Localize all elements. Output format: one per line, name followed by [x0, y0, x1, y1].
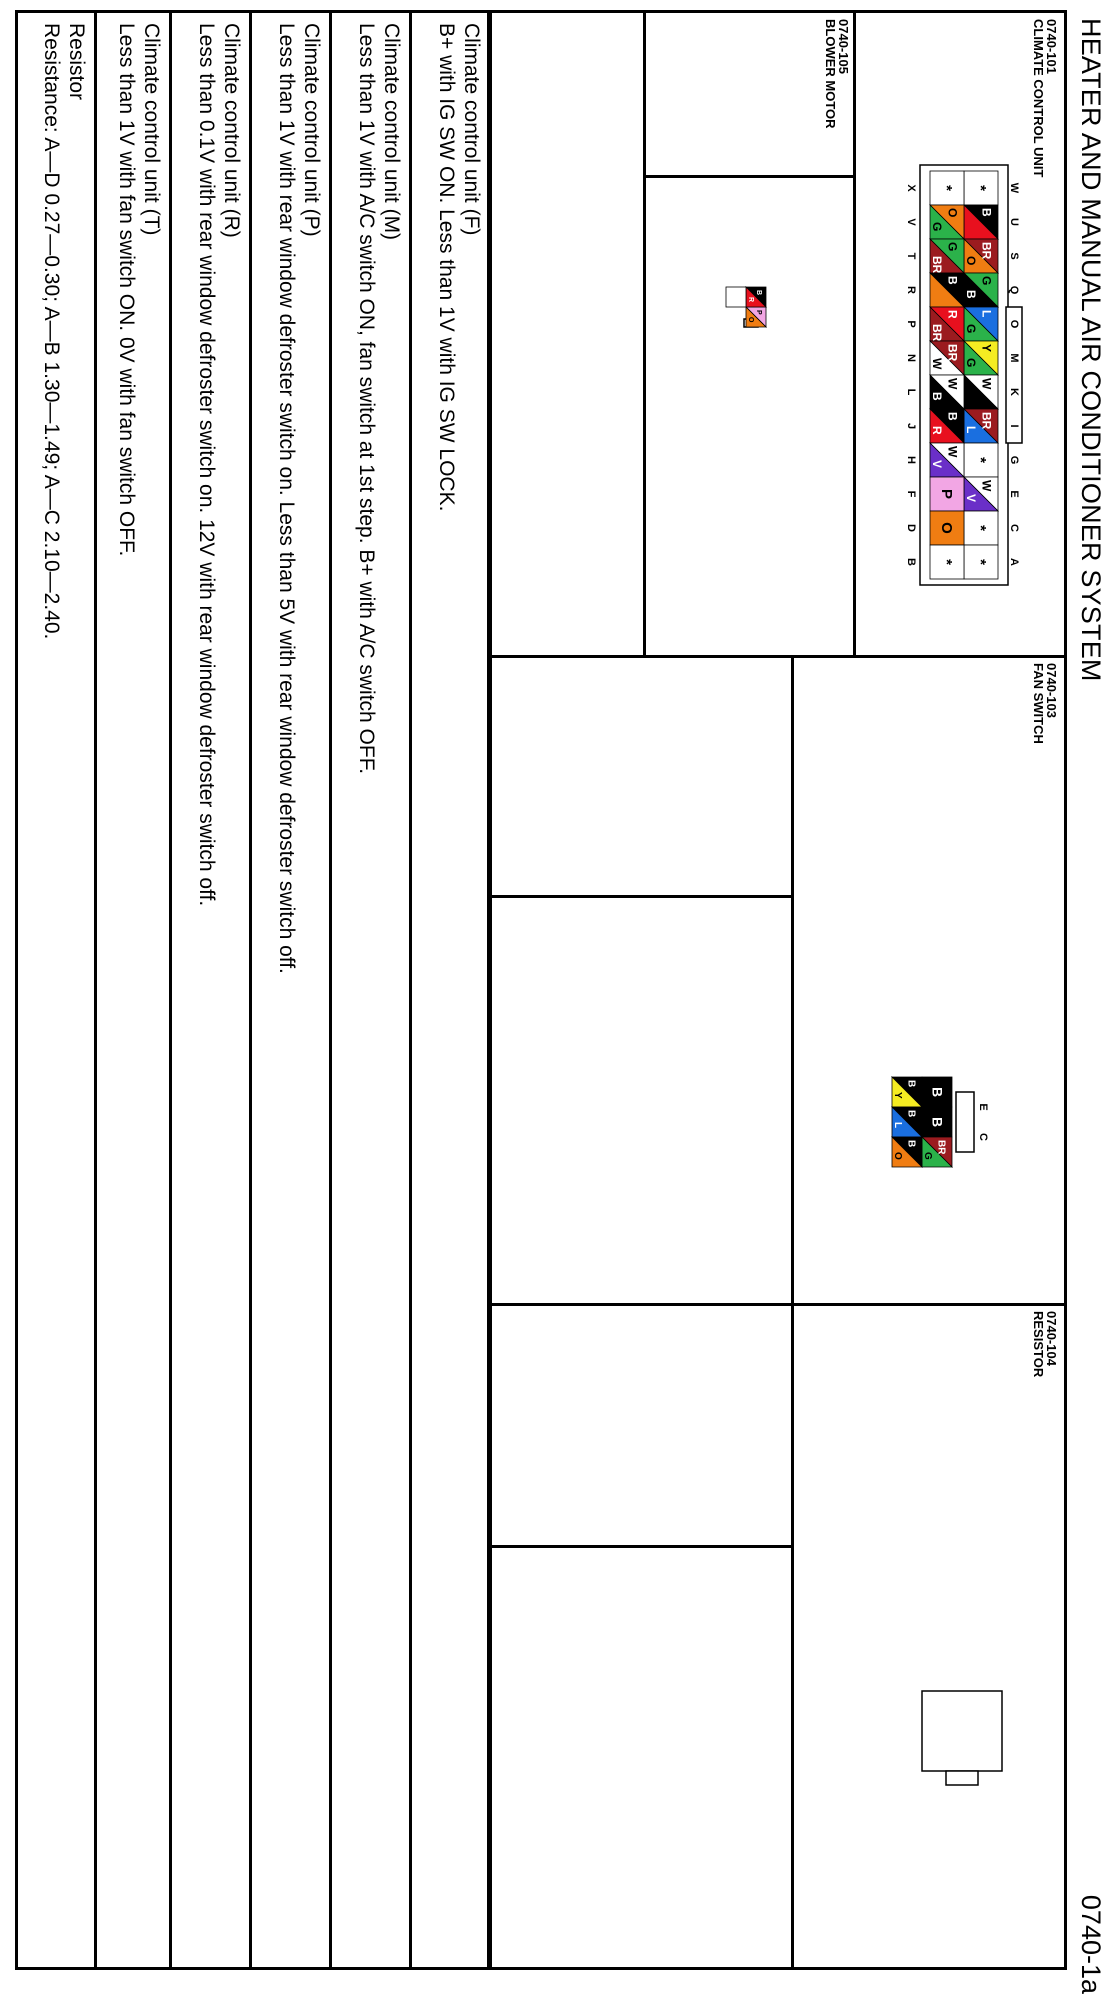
ccu-pin-cell [964, 511, 998, 545]
description-title: Climate control unit (F) [460, 23, 483, 236]
svg-text:B: B [930, 392, 944, 401]
ccu-connector-label [1032, 19, 1058, 177]
svg-text:B: B [979, 208, 994, 217]
svg-text:W: W [979, 480, 994, 492]
ccu-pin-letter: Q [1008, 285, 1020, 295]
svg-text:G: G [979, 276, 994, 286]
fan-switch-connector-face [864, 1063, 994, 1183]
ccu-pin-cell [930, 273, 964, 307]
svg-text:O: O [964, 256, 978, 266]
ccu-pin-letter: M [1008, 353, 1020, 363]
ccu-pin-cell [964, 205, 998, 239]
svg-text:BR: BR [979, 242, 994, 260]
description-row [249, 13, 329, 1967]
svg-text:O: O [937, 522, 955, 534]
resistor-housing [922, 1691, 1002, 1771]
svg-text:BR: BR [979, 412, 994, 430]
fan-switch-connector-code: 0740-103 [1044, 663, 1059, 718]
blower-connector-name: BLOWER MOTOR [823, 19, 838, 129]
description-row [94, 13, 169, 1967]
ccu-pin-letter: J [905, 422, 917, 430]
ccu-pin-letter: K [1008, 388, 1020, 396]
fan-switch-pin-cell [892, 1107, 922, 1137]
fan-switch-pin-cell [892, 1077, 922, 1107]
ccu-pin-letter: U [1008, 218, 1020, 226]
description-text: Less than 1V with A/C switch ON, fan switch at 1st step. B+ with A/C switch OFF. [355, 23, 378, 775]
fan-switch-latch [956, 1092, 974, 1152]
ccu-pin-cell [964, 171, 998, 205]
blower-pin-cell [746, 307, 766, 327]
ccu-pin-letter: O [1008, 319, 1020, 329]
ccu-pin-letter: G [1008, 455, 1020, 465]
fan-switch-pin-cell [892, 1137, 922, 1167]
svg-text:G: G [922, 1152, 933, 1160]
svg-text:G: G [964, 358, 978, 368]
ccu-pin-letter: D [905, 524, 917, 532]
fan-switch-pin-cell [922, 1137, 952, 1167]
blower-connector-label [824, 19, 850, 129]
ccu-pin-letter: L [905, 388, 917, 396]
svg-text:*: * [971, 185, 989, 191]
ccu-pin-letter: A [1008, 558, 1020, 566]
svg-text:BR: BR [935, 1140, 947, 1155]
ccu-pin-cell [964, 375, 998, 409]
svg-text:*: * [971, 525, 989, 531]
ccu-pin-cell [930, 477, 964, 511]
ccu-pin-letter: S [1008, 252, 1020, 260]
ccu-pin-cell [930, 443, 964, 477]
svg-text:B: B [964, 290, 978, 299]
svg-text:G: G [964, 324, 978, 334]
ccu-pin-cell [930, 171, 964, 205]
ccu-pin-cells [930, 171, 998, 579]
grid-divider [791, 658, 794, 1303]
ccu-pin-cell [964, 477, 998, 511]
ccu-pin-letter: N [905, 354, 917, 362]
description-title: Climate control unit (T) [140, 23, 163, 236]
svg-text:*: * [971, 457, 989, 463]
svg-text:O: O [747, 317, 754, 323]
ccu-pin-cell [930, 375, 964, 409]
svg-text:BR: BR [945, 344, 960, 362]
description-row [169, 13, 249, 1967]
svg-text:B: B [905, 1080, 917, 1088]
grid-divider [643, 13, 646, 655]
ccu-pin-cell [964, 307, 998, 341]
fan-switch-connector-name: FAN SWITCH [1031, 663, 1046, 744]
resistor-connector-label [1032, 1311, 1058, 1377]
fan-switch-pin-cell [922, 1077, 952, 1107]
ccu-pin-cell [930, 545, 964, 579]
ccu-pin-cell [930, 341, 964, 375]
grid-divider [490, 1545, 794, 1548]
svg-text:B: B [929, 1116, 946, 1128]
blower-connector-code: 0740-105 [836, 19, 851, 74]
svg-text:G: G [930, 222, 944, 232]
fan-switch-pin-cell [922, 1107, 952, 1137]
ccu-pin-letter: X [905, 184, 917, 192]
resistor-connector-name: RESISTOR [1031, 1311, 1046, 1378]
svg-text:R: R [747, 297, 754, 303]
ccu-pin-letter: W [1008, 182, 1020, 194]
grid-divider [490, 1303, 1064, 1306]
svg-text:Y: Y [892, 1092, 903, 1099]
ccu-pin-cell [964, 239, 998, 273]
svg-text:B: B [929, 1086, 946, 1098]
svg-text:B: B [945, 276, 960, 285]
svg-text:*: * [937, 185, 955, 191]
test-description-table [15, 10, 492, 1970]
blower-connector-face [714, 279, 774, 349]
ccu-pin-letter: R [905, 286, 917, 294]
description-row [18, 13, 94, 1967]
description-title: Climate control unit (R) [220, 23, 243, 238]
ccu-pin-letter: P [905, 320, 917, 328]
fan-switch-connector-label [1032, 663, 1058, 744]
fan-switch-pin-letter: E [977, 1103, 989, 1111]
svg-text:B: B [905, 1140, 917, 1148]
blower-pin-cell [726, 287, 746, 307]
svg-text:O: O [945, 208, 960, 218]
ccu-pin-cell [930, 409, 964, 443]
grid-divider [646, 175, 856, 178]
ccu-pin-cell [964, 545, 998, 579]
ccu-pin-letter: I [1008, 424, 1020, 428]
description-row [329, 13, 409, 1967]
resistor-connector-face [904, 1665, 1014, 1815]
description-title: Resistor [65, 23, 88, 101]
svg-text:BR: BR [930, 324, 944, 342]
svg-text:L: L [964, 426, 978, 434]
svg-text:P: P [937, 488, 955, 500]
page-code: 0740-1a [1076, 1894, 1106, 1994]
description-title: Climate control unit (M) [380, 23, 403, 241]
svg-text:W: W [945, 378, 960, 390]
description-text: Less than 1V with fan switch ON. 0V with fan switch OFF. [115, 23, 138, 557]
description-title: Climate control unit (P) [300, 23, 323, 237]
ccu-pin-letter: H [905, 456, 917, 464]
ccu-pin-cell [930, 239, 964, 274]
svg-text:O: O [892, 1152, 903, 1160]
resistor-latch [946, 1771, 978, 1785]
description-text: Less than 1V with rear window defroster switch on. Less than 5V with rear window defroster switch off. [275, 23, 298, 974]
svg-text:B: B [945, 412, 960, 421]
ccu-pin-cell [964, 443, 998, 477]
svg-text:*: * [937, 559, 955, 565]
svg-text:R: R [945, 310, 960, 319]
svg-text:R: R [930, 426, 944, 435]
connector-diagram-panel [487, 10, 1067, 1970]
description-row [409, 13, 489, 1967]
page-title: HEATER AND MANUAL AIR CONDITIONER SYSTEM [1076, 18, 1106, 682]
resistor-connector-code: 0740-104 [1044, 1311, 1059, 1366]
ccu-pin-cell [930, 511, 964, 545]
svg-text:W: W [945, 446, 960, 458]
ccu-pin-cell [964, 409, 998, 443]
svg-text:V: V [964, 494, 978, 503]
fan-switch-pin-letter: C [977, 1133, 989, 1141]
ccu-pin-cell [930, 205, 964, 239]
svg-text:W: W [930, 358, 944, 370]
ccu-connector-face [868, 151, 1028, 611]
ccu-pin-letter: C [1008, 524, 1020, 532]
ccu-pin-letter: E [1008, 490, 1020, 498]
svg-text:*: * [971, 559, 989, 565]
grid-divider [490, 655, 1064, 658]
svg-text:B: B [755, 290, 762, 296]
ccu-pin-letter: B [905, 558, 917, 566]
svg-text:L: L [892, 1122, 903, 1129]
ccu-pin-cell [964, 341, 998, 375]
ccu-pin-letter: V [905, 218, 917, 226]
blower-pin-cells [726, 287, 766, 327]
svg-text:B: B [905, 1110, 917, 1118]
svg-text:P: P [755, 310, 762, 315]
grid-divider [853, 13, 856, 655]
grid-divider [490, 895, 794, 898]
grid-divider [791, 1306, 794, 1967]
ccu-pin-cell [930, 307, 964, 342]
ccu-connector-code: 0740-101 [1044, 19, 1059, 74]
description-text: B+ with IG SW ON. Less than 1V with IG SW LOCK. [435, 23, 458, 512]
ccu-connector-name: CLIMATE CONTROL UNIT [1031, 19, 1046, 178]
svg-text:W: W [979, 378, 994, 390]
description-text: Less than 0.1V with rear window defroster switch on. 12V with rear window defroster switch off. [195, 23, 218, 907]
svg-text:G: G [945, 242, 960, 252]
ccu-pin-letter: F [905, 490, 917, 498]
ccu-pin-cell [964, 273, 998, 307]
svg-text:Y: Y [979, 344, 994, 353]
fan-switch-pin-cells [892, 1077, 952, 1167]
svg-text:L: L [979, 310, 994, 318]
svg-text:BR: BR [930, 256, 944, 274]
svg-text:V: V [930, 460, 944, 469]
description-text: Resistance: A—D 0.27—0.30; A—B 1.30—1.49; A—C 2.10—2.40. [40, 23, 63, 640]
ccu-pin-letter: T [905, 252, 917, 260]
blower-pin-cell [746, 287, 766, 307]
